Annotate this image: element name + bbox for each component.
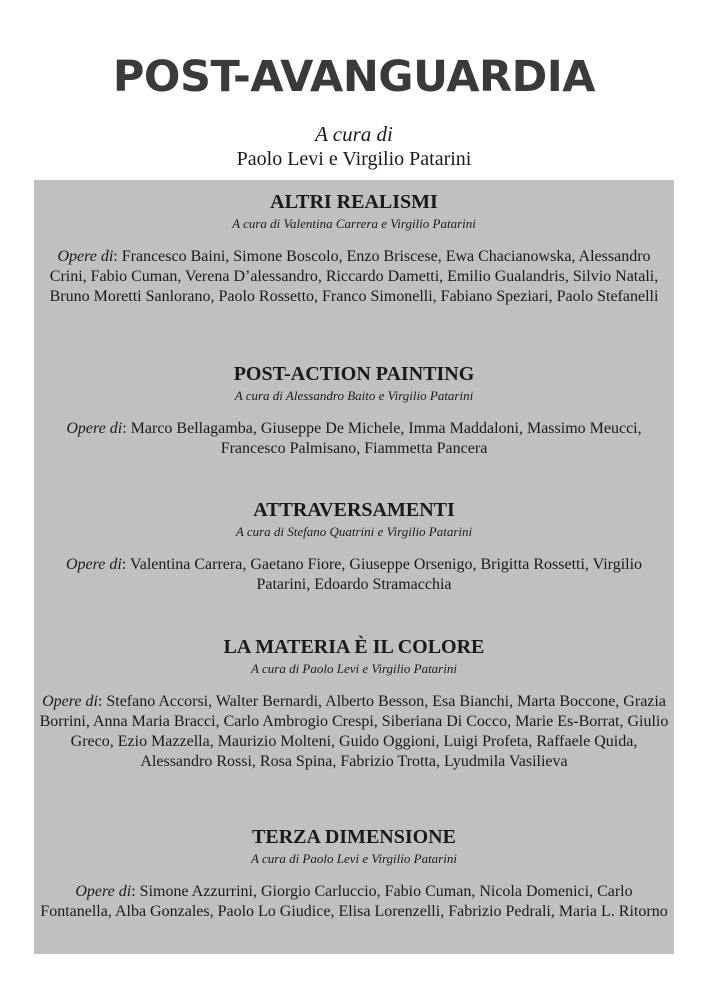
section-attraversamenti (34, 498, 674, 595)
exhibition-panel (34, 180, 674, 954)
section-curators: A cura di Alessandro Baito e Virgilio Patarini (234, 388, 474, 403)
curators-names: Paolo Levi e Virgilio Patarini (236, 148, 472, 170)
artists-names: Simone Azzurrini, Giorgio Carluccio, Fabio Cuman, Nicola Domenici, Carlo Fontanella, Alba Gonzales, Paolo Lo Giudice, Elisa Lorenzelli, Fabrizio Pedrali, Maria L. Ritorno (40, 883, 668, 920)
section-curators: A cura di Stefano Quatrini e Virgilio Patarini (235, 524, 473, 539)
artists-list: Opere di: Stefano Accorsi, Walter Bernardi, Alberto Besson, Esa Bianchi, Marta Boccone, Grazia Borrini, Anna Maria Bracci, Carlo Ambrogio Crespi, Siberiana Di Cocco, Marie Es-Borrat, Giulio Greco, Ezio Mazzella, Maurizio Molteni, Guido Oggioni, Luigi Profeta, Raffaele Quida, Alessandro Rossi, Rosa Spina, Fabrizio Trotta, Lyudmila Vasilieva (39, 693, 669, 770)
artists-names: Stefano Accorsi, Walter Bernardi, Alberto Besson, Esa Bianchi, Marta Boccone, Grazia Borrini, Anna Maria Bracci, Carlo Ambrogio Crespi, Siberiana Di Cocco, Marie Es-Borrat, Giulio Greco, Ezio Mazzella, Maurizio Molteni, Guido Oggioni, Luigi Profeta, Raffaele Quida, Alessandro Rossi, Rosa Spina, Fabrizio Trotta, Lyudmila Vasilieva (39, 693, 669, 770)
artists-names: Francesco Baini, Simone Boscolo, Enzo Briscese, Ewa Chacianowska, Alessandro Crini, Fabio Cuman, Verena D’alessandro, Riccardo Dametti, Emilio Gualandris, Silvio Natali, Bruno Moretti Sanlorano, Paolo Rossetto, Franco Simonelli, Fabiano Speziari, Paolo Stefanelli (49, 248, 659, 305)
section-post-action-painting (34, 362, 674, 459)
section-title: ATTRAVERSAMENTI (253, 499, 455, 521)
artists-list: Opere di: Francesco Baini, Simone Boscolo, Enzo Briscese, Ewa Chacianowska, Alessandro Crini, Fabio Cuman, Verena D’alessandro, Riccardo Dametti, Emilio Gualandris, Silvio Natali, Bruno Moretti Sanlorano, Paolo Rossetto, Franco Simonelli, Fabiano Speziari, Paolo Stefanelli (49, 248, 659, 305)
works-label: Opere di (57, 248, 114, 265)
section-curators: A cura di Paolo Levi e Virgilio Patarini (251, 661, 457, 676)
works-label: Opere di (65, 556, 122, 573)
section-curators: A cura di Paolo Levi e Virgilio Patarini (251, 851, 457, 866)
artists-list: Opere di: Simone Azzurrini, Giorgio Carluccio, Fabio Cuman, Nicola Domenici, Carlo Fontanella, Alba Gonzales, Paolo Lo Giudice, Elisa Lorenzelli, Fabrizio Pedrali, Maria L. Ritorno (40, 883, 668, 920)
works-label: Opere di (66, 420, 123, 437)
artists-names: Valentina Carrera, Gaetano Fiore, Giuseppe Orsenigo, Brigitta Rossetti, Virgilio Patarini, Edoardo Stramacchia (129, 556, 643, 593)
artists-list: Opere di: Marco Bellagamba, Giuseppe De Michele, Imma Maddaloni, Massimo Meucci, Francesco Palmisano, Fiammetta Pancera (66, 420, 642, 457)
section-title: POST-ACTION PAINTING (233, 363, 475, 385)
artists-names: Marco Bellagamba, Giuseppe De Michele, Imma Maddaloni, Massimo Meucci, Francesco Palmisano, Fiammetta Pancera (130, 420, 642, 457)
section-la-materia-e-il-colore (34, 635, 674, 772)
curators-label: A cura di (315, 122, 393, 146)
section-curators: A cura di Valentina Carrera e Virgilio Patarini (232, 216, 476, 231)
works-label: Opere di (75, 883, 132, 900)
page-title: POST-AVANGUARDIA (112, 52, 596, 102)
artists-list: Opere di: Valentina Carrera, Gaetano Fiore, Giuseppe Orsenigo, Brigitta Rossetti, Virgilio Patarini, Edoardo Stramacchia (65, 556, 643, 593)
section-terza-dimensione (34, 825, 674, 922)
works-label: Opere di (42, 693, 98, 710)
section-title: LA MATERIA È IL COLORE (223, 636, 485, 658)
section-title: ALTRI REALISMI (270, 191, 438, 213)
section-altri-realismi (34, 190, 674, 307)
section-title: TERZA DIMENSIONE (252, 826, 456, 848)
